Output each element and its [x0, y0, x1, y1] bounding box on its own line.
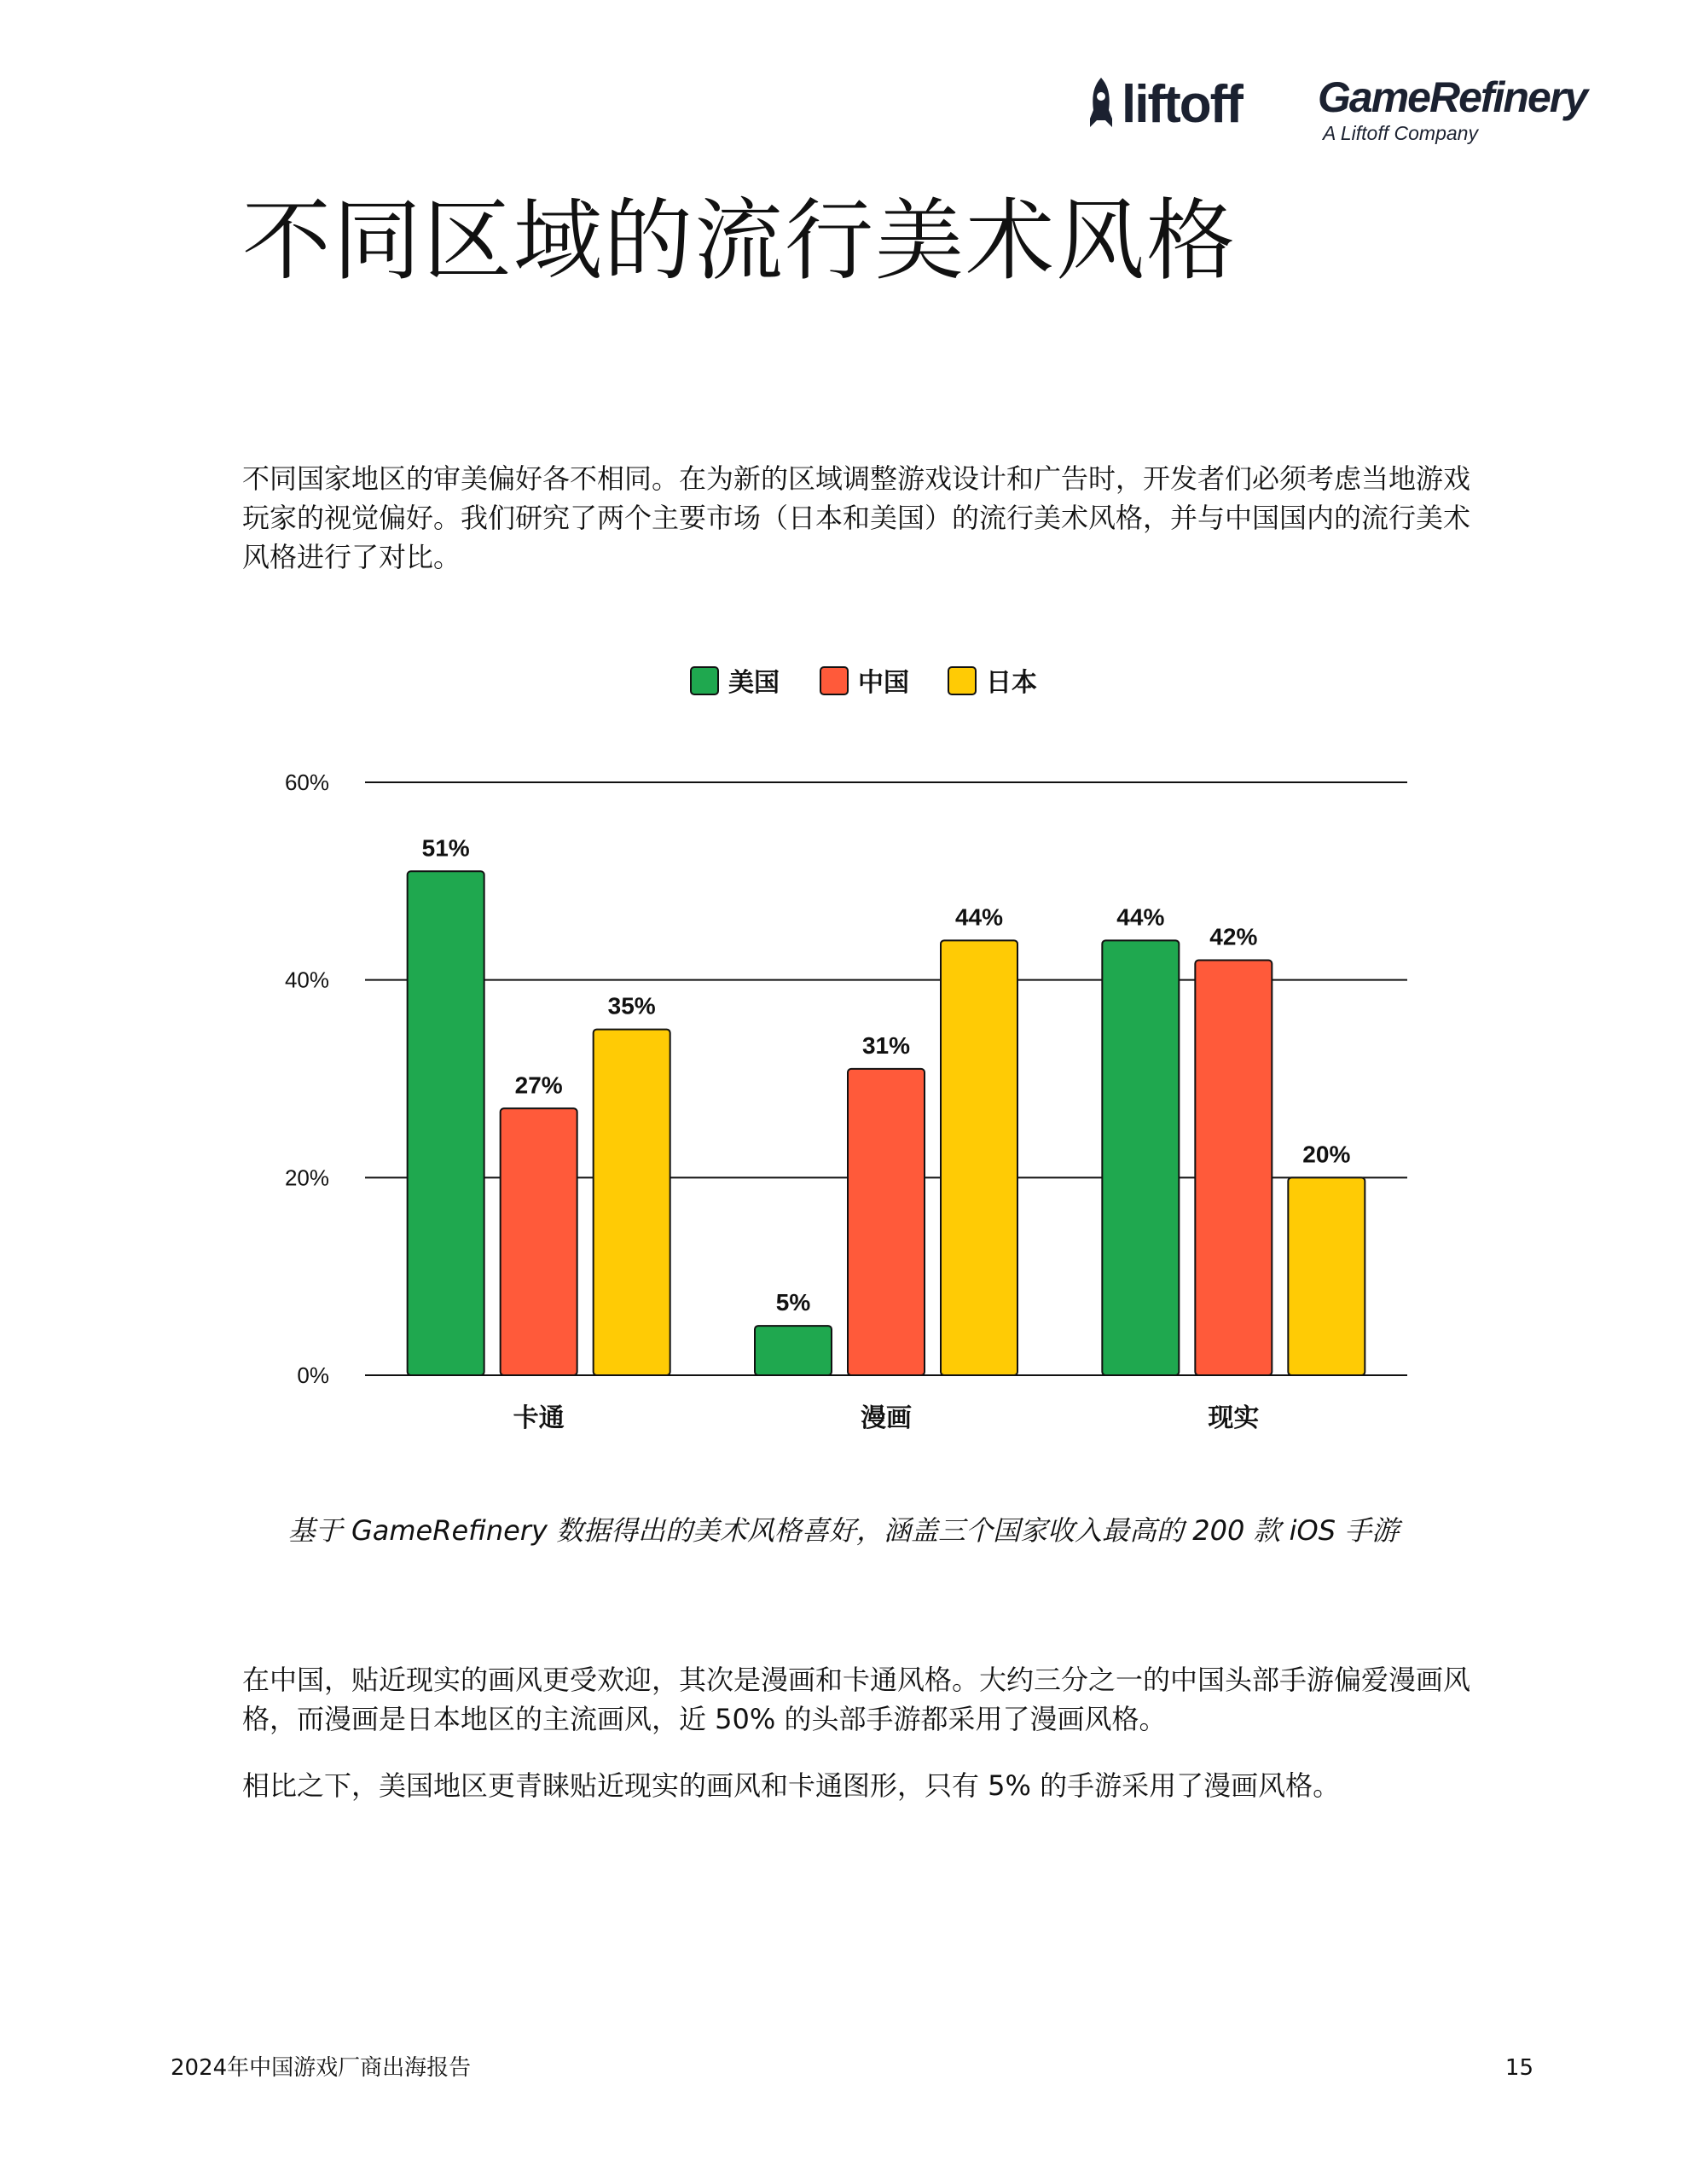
legend-label-0: 美国: [728, 668, 780, 698]
page-title: 不同区域的流行美术风格: [242, 189, 1238, 293]
liftoff-wordmark: liftoff: [1122, 74, 1242, 134]
data-label-0-2: 35%: [607, 992, 656, 1019]
data-label-1-0: 5%: [775, 1289, 811, 1316]
y-tick-label-3: 60%: [284, 770, 329, 795]
bar-chart: [0, 648, 1687, 1459]
data-label-2-0: 44%: [1116, 903, 1165, 931]
x-tick-label-2: 现实: [1208, 1403, 1260, 1433]
liftoff-logo: [1086, 70, 1242, 138]
x-tick-label-1: 漫画: [861, 1403, 912, 1433]
legend-swatch-2: [948, 667, 976, 694]
bar-0-2: [594, 1030, 670, 1375]
data-label-2-2: 20%: [1302, 1141, 1351, 1168]
bar-2-2: [1288, 1177, 1365, 1375]
footer-report-title: 2024年中国游戏厂商出海报告: [171, 2055, 472, 2081]
bar-1-2: [941, 940, 1017, 1375]
legend-swatch-1: [820, 667, 848, 694]
y-tick-label-0: 0%: [297, 1362, 329, 1388]
gamerefinery-logo: [1318, 73, 1587, 145]
gamerefinery-wordmark: GameRefinery: [1318, 73, 1587, 121]
bar-2-0: [1102, 940, 1179, 1375]
legend-swatch-0: [691, 667, 718, 694]
china-paragraph: 在中国，贴近现实的画风更受欢迎，其次是漫画和卡通风格。大约三分之一的中国头部手游偏爱漫画风格，而漫画是日本地区的主流画风，近 50% 的头部手游都采用了漫画风格。: [242, 1664, 1471, 1735]
bar-1-0: [755, 1326, 832, 1375]
bar-0-0: [408, 871, 484, 1375]
bar-1-1: [848, 1069, 925, 1375]
data-label-0-0: 51%: [421, 834, 470, 862]
bar-2-1: [1195, 961, 1272, 1376]
y-tick-label-1: 20%: [284, 1165, 329, 1191]
data-label-0-1: 27%: [514, 1072, 563, 1099]
chart-caption: 基于 GameRefinery 数据得出的美术风格喜好，涵盖三个国家收入最高的 200 款 iOS 手游: [287, 1514, 1400, 1547]
data-label-1-2: 44%: [954, 903, 1004, 931]
data-label-2-1: 42%: [1209, 923, 1258, 950]
y-tick-label-2: 40%: [284, 967, 329, 993]
intro-paragraph: 不同国家地区的审美偏好各不相同。在为新的区域调整游戏设计和广告时，开发者们必须考虑当地游戏玩家的视觉偏好。我们研究了两个主要市场（日本和美国）的流行美术风格，并与中国国内的流行美术风格进行了对比。: [242, 462, 1471, 573]
x-tick-label-0: 卡通: [513, 1403, 565, 1433]
page-number: 15: [1504, 2055, 1533, 2081]
legend-label-2: 日本: [986, 668, 1037, 698]
bar-0-1: [501, 1108, 577, 1375]
gamerefinery-tagline: A Liftoff Company: [1323, 122, 1478, 144]
us-paragraph: 相比之下，美国地区更青睐贴近现实的画风和卡通图形，只有 5% 的手游采用了漫画风格。: [242, 1769, 1341, 1802]
legend-label-1: 中国: [858, 668, 909, 698]
rocket-icon: [1086, 76, 1116, 132]
data-label-1-1: 31%: [861, 1031, 911, 1059]
